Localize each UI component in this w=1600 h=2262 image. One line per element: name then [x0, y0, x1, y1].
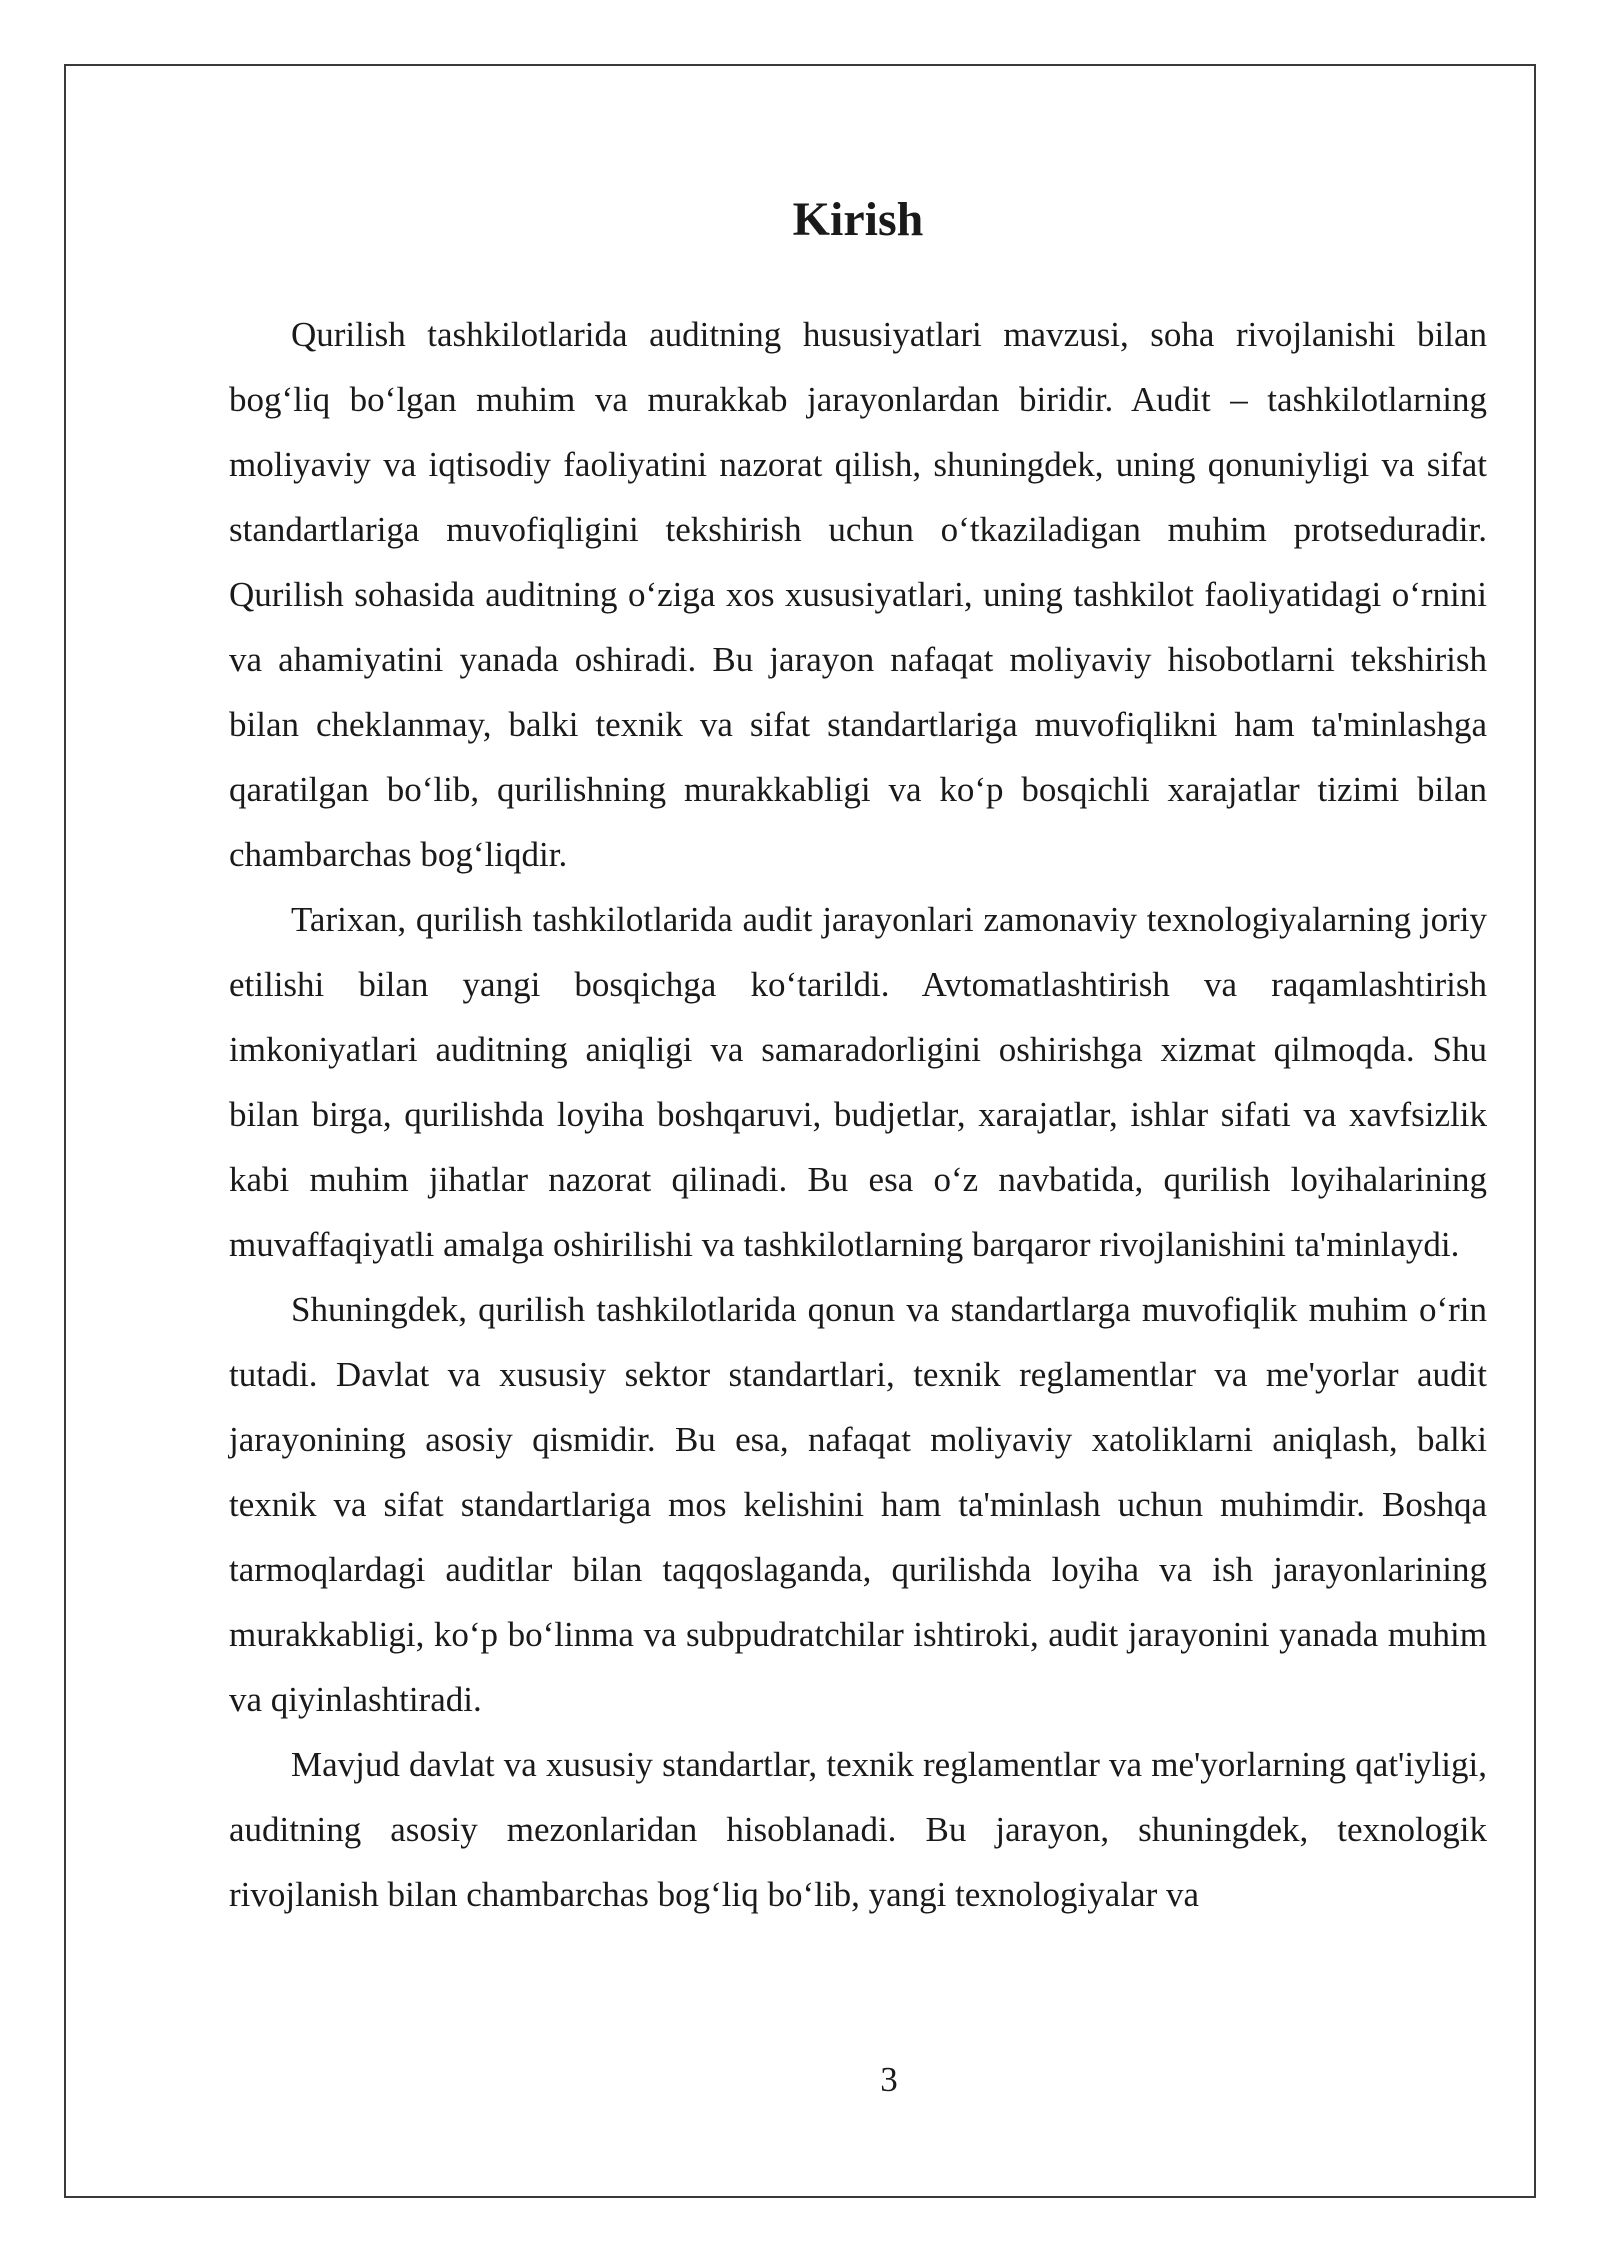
paragraph-4: Mavjud davlat va xususiy standartlar, texnik reglamentlar va me'yorlarning qat'iyligi, auditning asosiy mezonlaridan hisoblanadi. Bu jarayon, shuningdek, texnologik rivojlanish bilan chambarchas bog‘liq bo‘lib, yangi texnologiyalar va — [229, 1745, 1487, 1914]
page-content — [229, 190, 1487, 1927]
paragraph-2: Tarixan, qurilish tashkilotlarida audit jarayonlari zamonaviy texnologiyalarning joriy etilishi bilan yangi bosqichga ko‘tarildi. Avtomatlashtirish va raqamlashtirish imkoniyatlari auditning aniqligi va samaradorligini oshirishga xizmat qilmoqda. Shu bilan birga, qurilishda loyiha boshqaruvi, budjetlar, xarajatlar, ishlar sifati va xavfsizlik kabi muhim jihatlar nazorat qilinadi. Bu esa o‘z navbatida, qurilish loyihalarining muvaffaqiyatli amalga oshirilishi va tashkilotlarning barqaror rivojlanishini ta'minlaydi. — [229, 900, 1487, 1264]
section-title: Kirish — [792, 193, 924, 246]
page-number: 3 — [880, 2060, 898, 2099]
paragraph-3: Shuningdek, qurilish tashkilotlarida qonun va standartlarga muvofiqlik muhim o‘rin tutadi. Davlat va xususiy sektor standartlari, texnik reglamentlar va me'yorlar audit jarayonining asosiy qismidir. Bu esa, nafaqat moliyaviy xatoliklarni aniqlash, balki texnik va sifat standartlariga mos kelishini ham ta'minlash uchun muhimdir. Boshqa tarmoqlardagi auditlar bilan taqqoslaganda, qurilishda loyiha va ish jarayonlarining murakkabligi, ko‘p bo‘linma va subpudratchilar ishtiroki, audit jarayonini yanada muhim va qiyinlashtiradi. — [229, 1290, 1487, 1719]
paragraph-1: Qurilish tashkilotlarida auditning hususiyatlari mavzusi, soha rivojlanishi bilan bog‘liq bo‘lgan muhim va murakkab jarayonlardan biridir. Audit – tashkilotlarning moliyaviy va iqtisodiy faoliyatini nazorat qilish, shuningdek, uning qonuniyligi va sifat standartlariga muvofiqligini tekshirish uchun o‘tkaziladigan muhim protseduradir. Qurilish sohasida auditning o‘ziga xos xususiyatlari, uning tashkilot faoliyatidagi o‘rnini va ahamiyatini yanada oshiradi. Bu jarayon nafaqat moliyaviy hisobotlarni tekshirish bilan cheklanmay, balki texnik va sifat standartlariga muvofiqlikni ham ta'minlashga qaratilgan bo‘lib, qurilishning murakkabligi va ko‘p bosqichli xarajatlar tizimi bilan chambarchas bog‘liqdir. — [229, 315, 1487, 874]
